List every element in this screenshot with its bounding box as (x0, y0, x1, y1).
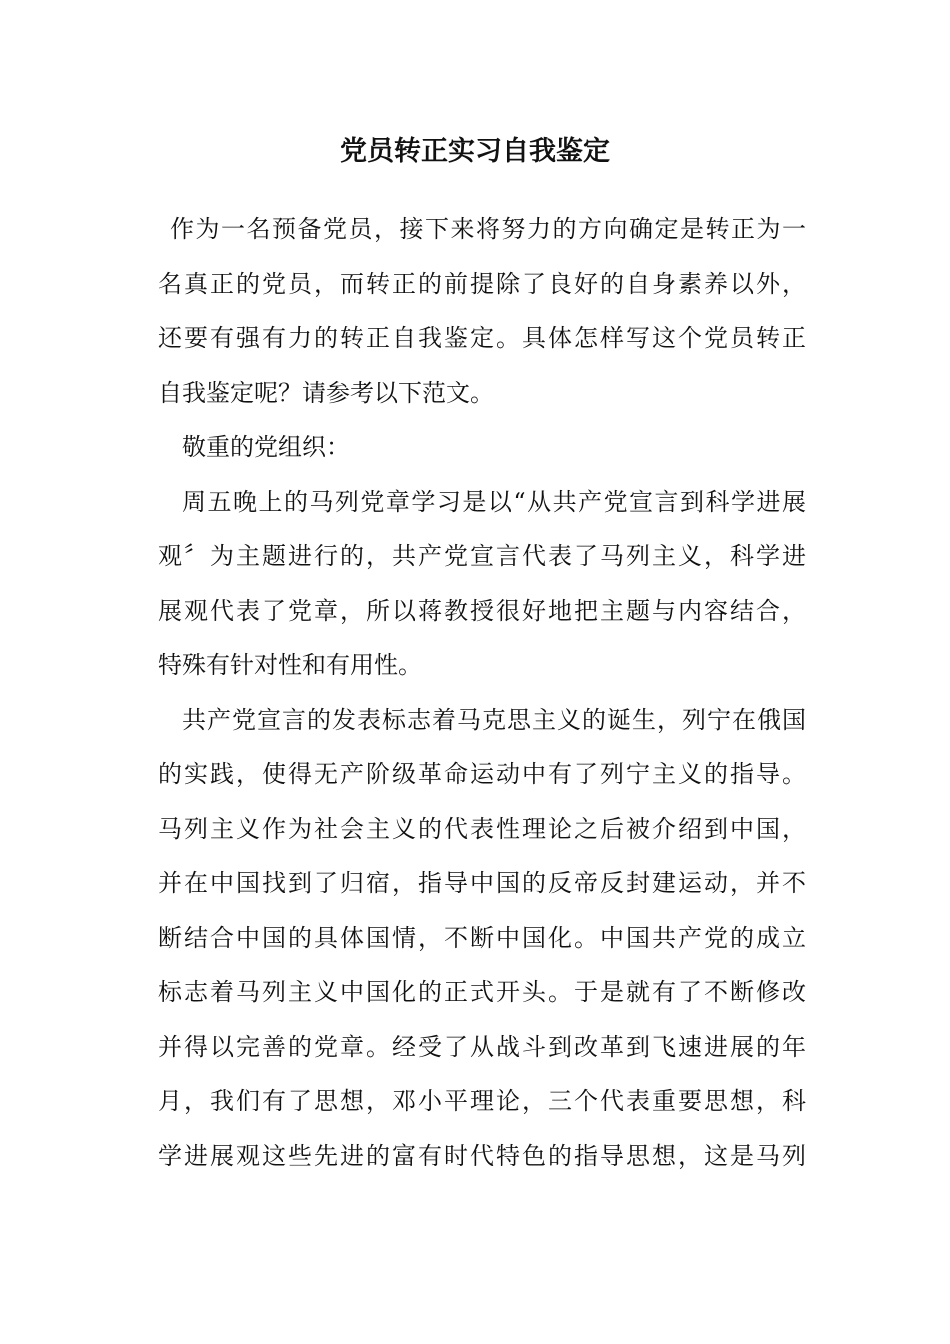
body-paragraph (146, 693, 806, 1184)
text-line: 并得以完善的党章。经受了从战斗到改革到飞速进展的年 (158, 1032, 806, 1061)
text-line: 特殊有针对性和有用性。 (158, 651, 422, 679)
text-line: 敬重的党组织： (182, 433, 350, 461)
document-title: 党员转正实习自我鉴定 (340, 136, 610, 167)
text-line: 学进展观这些先进的富有时代特色的指导思想，这是马列 (158, 1141, 806, 1170)
text-line: 并在中国找到了归宿，指导中国的反帝反封建运动，并不 (158, 869, 806, 897)
body-paragraph (146, 475, 806, 693)
text-line: 名真正的党员，而转正的前提除了良好的自身素养以外， (158, 269, 806, 298)
text-line: 展观代表了党章，所以蒋教授很好地把主题与内容结合， (158, 596, 806, 625)
text-line: 观〞为主题进行的，共产党宣言代表了马列主义，科学进 (158, 542, 806, 570)
document-body (146, 202, 806, 1183)
text-line: 断结合中国的具体国情，不断中国化。中国共产党的成立 (158, 923, 806, 952)
text-line: 共产党宣言的发表标志着马克思主义的诞生，列宁在俄国 (182, 705, 806, 734)
text-line: 马列主义作为社会主义的代表性理论之后被介绍到中国， (158, 814, 806, 843)
text-line: 的实践，使得无产阶级革命运动中有了列宁主义的指导。 (158, 760, 806, 788)
intro-paragraph (146, 202, 806, 420)
text-line: 自我鉴定呢？请参考以下范文。 (158, 378, 494, 407)
text-line: 作为一名预备党员，接下来将努力的方向确定是转正为一 (170, 215, 806, 243)
text-line: 还要有强有力的转正自我鉴定。具体怎样写这个党员转正 (158, 324, 806, 352)
greeting-paragraph (146, 420, 806, 475)
text-line: 月，我们有了思想，邓小平理论，三个代表重要思想，科 (158, 1087, 806, 1115)
text-line: 标志着马列主义中国化的正式开头。于是就有了不断修改 (158, 978, 806, 1006)
text-line: 周五晚上的马列党章学习是以“从共产党宣言到科学进展 (182, 487, 806, 516)
